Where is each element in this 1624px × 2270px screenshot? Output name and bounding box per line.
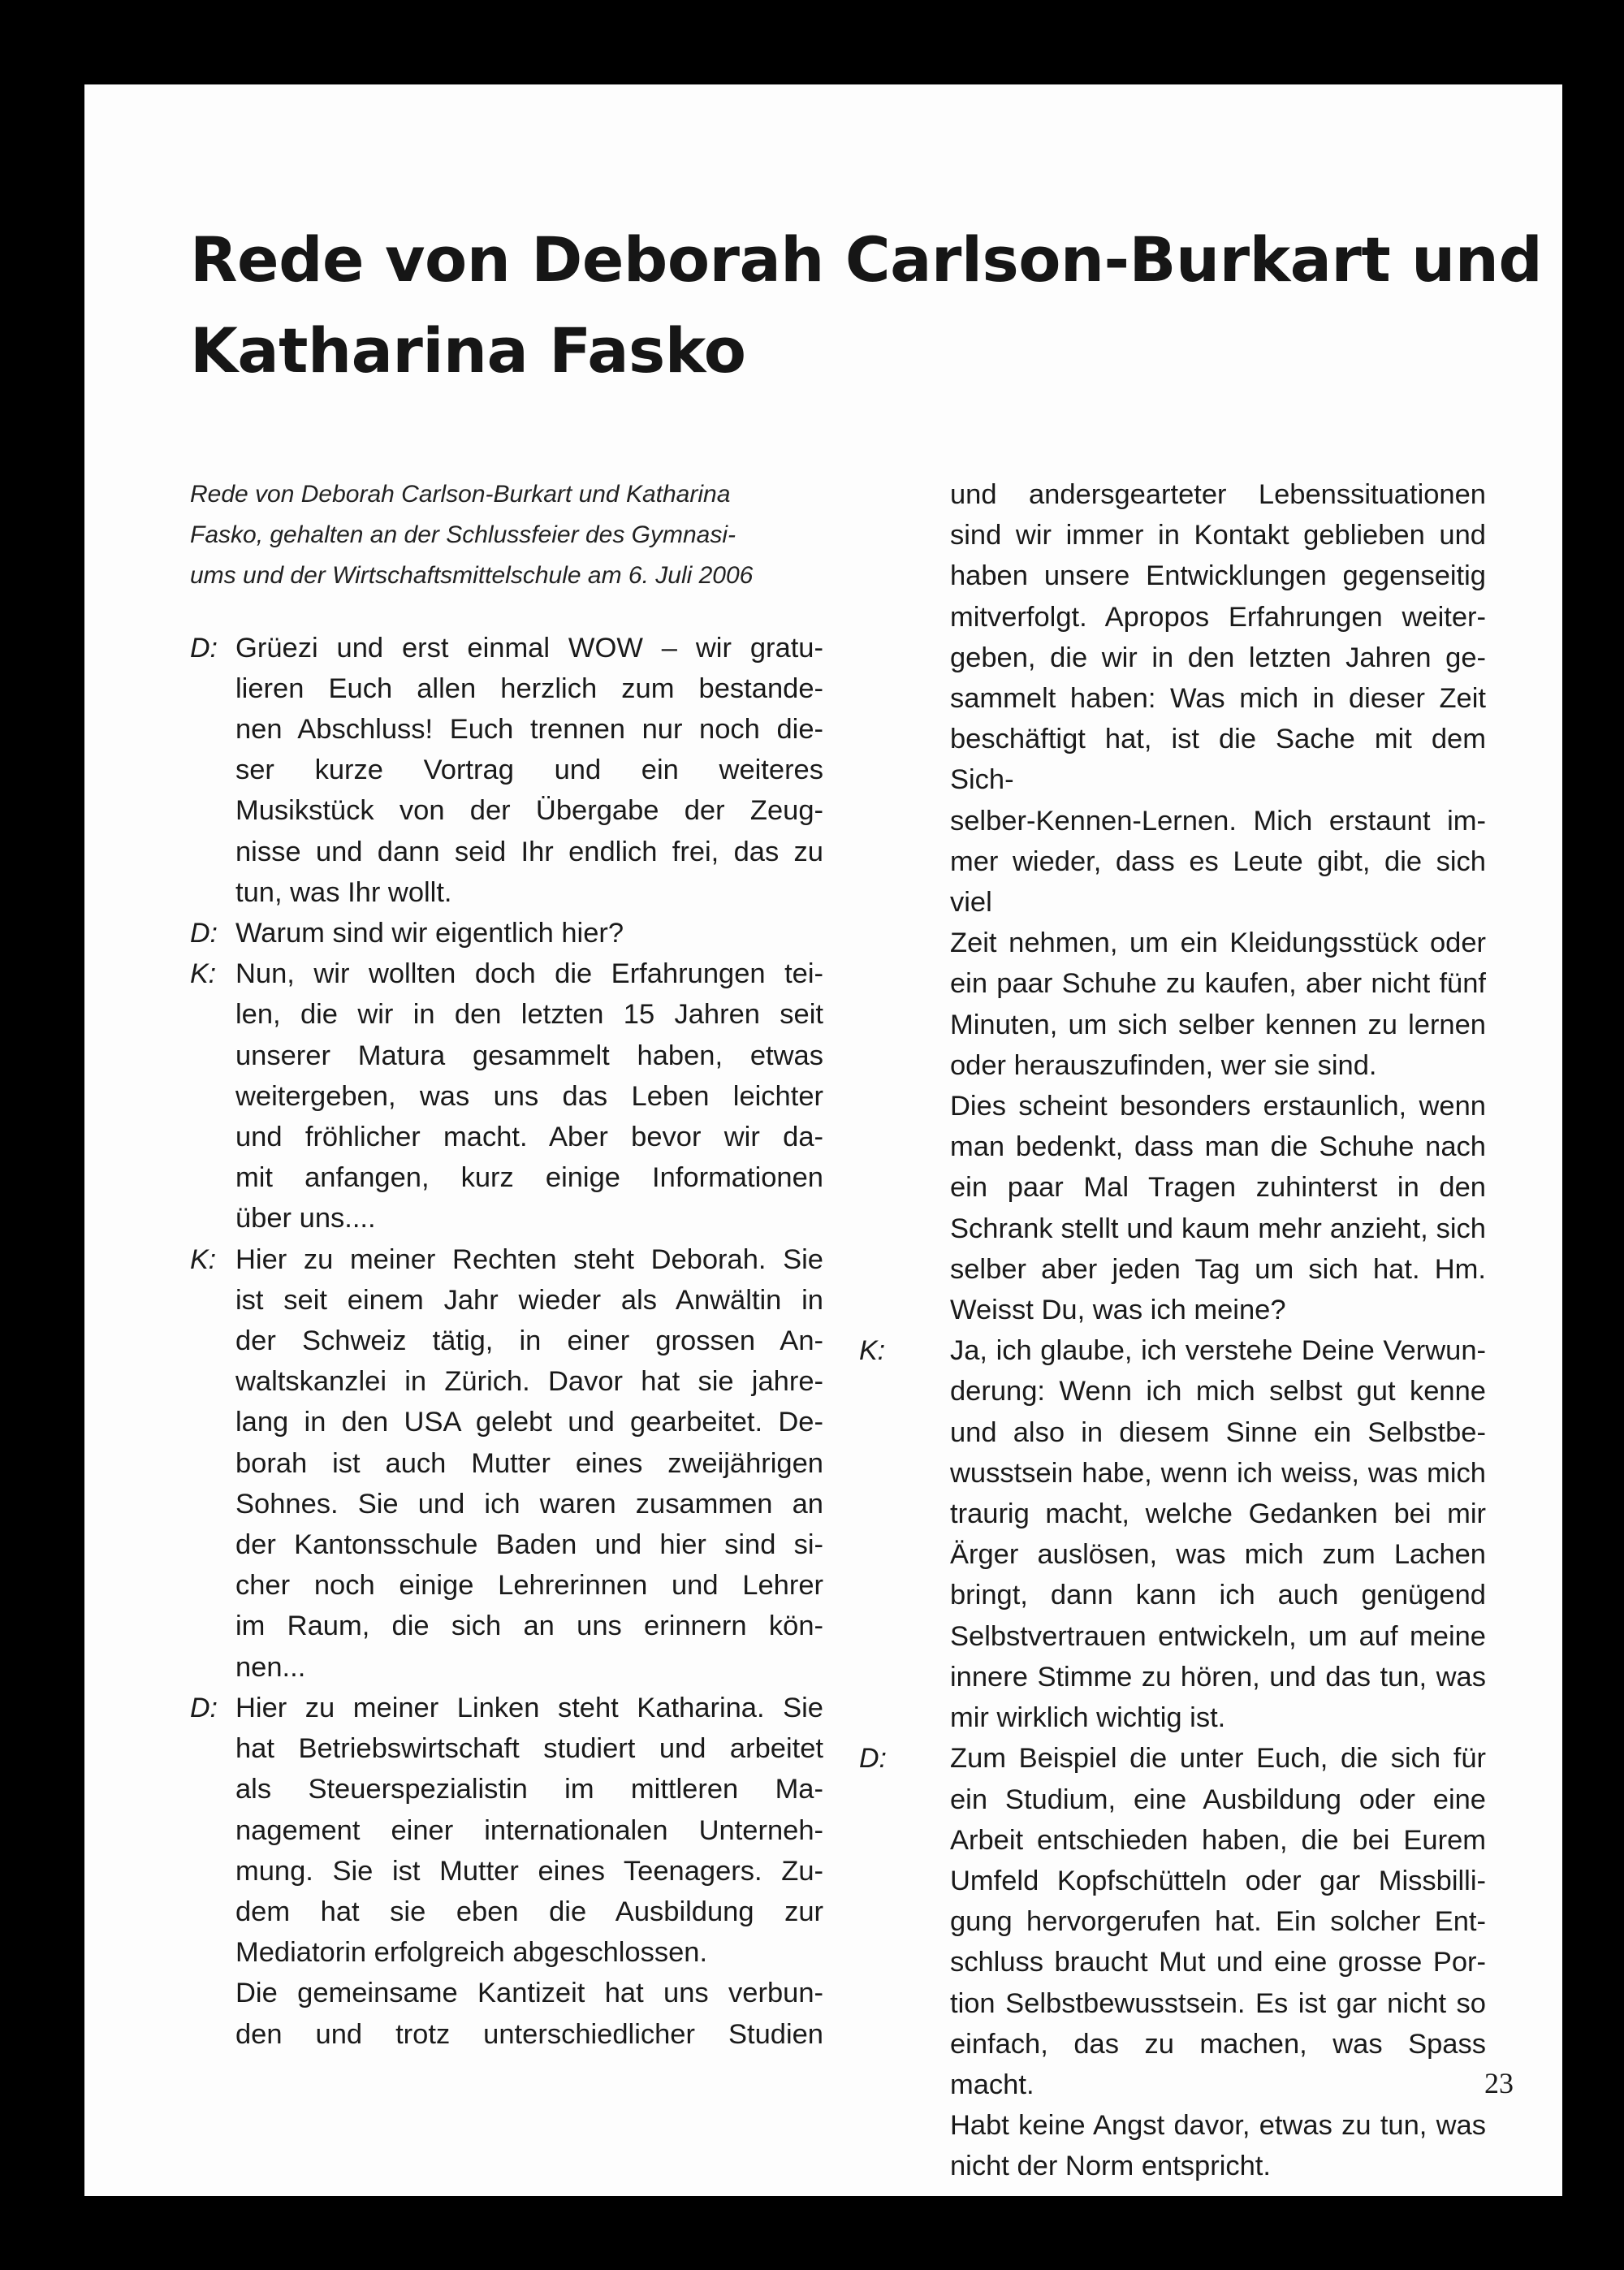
text-line: der Kantonsschule Baden und hier sind si- <box>235 1529 823 1561</box>
text-line: Die gemeinsame Kantizeit hat uns verbun- <box>235 1978 823 2009</box>
text-line: dem hat sie eben die Ausbildung zur <box>235 1896 823 1927</box>
text-line: Ja, ich glaube, ich verstehe Deine Verwun- <box>950 1335 1486 1367</box>
text-line: Weisst Du, was ich meine? <box>950 1295 1286 1326</box>
speaker-label: K: <box>859 1335 886 1367</box>
text-line: Musikstück von der Übergabe der Zeug- <box>235 795 823 827</box>
left-column <box>190 474 823 2055</box>
text-line: Hier zu meiner Linken steht Katharina. Sie <box>235 1692 823 1723</box>
page-number: 23 <box>1484 2067 1514 2099</box>
text-line: bringt, dann kann ich auch genügend <box>950 1580 1486 1611</box>
text-line: geben, die wir in den letzten Jahren ge- <box>950 642 1486 673</box>
text-line: oder herauszufinden, wer sie sind. <box>950 1049 1377 1081</box>
intro-line: Rede von Deborah Carlson-Burkart und Katharina <box>190 481 731 508</box>
page-title <box>190 214 1543 396</box>
text-line: Arbeit entschieden haben, die bei Eurem <box>950 1824 1486 1856</box>
text-line: lieren Euch allen herzlich zum bestande- <box>235 672 823 704</box>
text-line: Mediatorin erfolgreich abgeschlossen. <box>235 1937 708 1969</box>
text-line: Schrank stellt und kaum mehr anzieht, sich <box>950 1213 1486 1244</box>
speech-continuation <box>905 474 1486 1330</box>
text-line: haben unsere Entwicklungen gegenseitig <box>950 560 1486 592</box>
text-line: waltskanzlei in Zürich. Davor hat sie jahre- <box>235 1366 823 1398</box>
text-line: den und trotz unterschiedlicher Studien <box>235 2018 823 2050</box>
speaker-label: D: <box>190 632 218 664</box>
text-line: nagement einer internationalen Unterneh- <box>235 1814 823 1846</box>
text-line: Selbstvertrauen entwickeln, um auf meine <box>950 1620 1486 1652</box>
text-line: wusstsein habe, wenn ich weiss, was mich <box>950 1457 1486 1489</box>
text-line: mit anfangen, kurz einige Informationen <box>235 1162 823 1194</box>
text-line: ein paar Schuhe zu kaufen, aber nicht fünf <box>950 968 1486 1000</box>
text-line: Dies scheint besonders erstaunlich, wenn <box>950 1091 1486 1122</box>
title-line: Rede von Deborah Carlson-Burkart und <box>190 223 1543 296</box>
speaker-label: D: <box>859 1743 887 1775</box>
speech-segment <box>190 628 823 913</box>
text-line: ein Studium, eine Ausbildung oder eine <box>950 1784 1486 1815</box>
text-line: als Steuerspezialistin im mittleren Ma- <box>235 1774 823 1805</box>
speaker-label: K: <box>190 1243 217 1275</box>
text-line: ser kurze Vortrag und ein weiteres <box>235 755 823 786</box>
text-line <box>950 719 1486 800</box>
text-line: nicht der Norm entspricht. <box>950 2151 1271 2182</box>
text-line: sind wir immer in Kontakt geblieben und <box>950 520 1486 551</box>
text-line: weitergeben, was uns das Leben leichter <box>235 1080 823 1112</box>
text-line: len, die wir in den letzten 15 Jahren seit <box>235 999 823 1031</box>
intro-line: ums und der Wirtschaftsmittelschule am 6. Juli 2006 <box>190 562 754 590</box>
text-line: Zeit nehmen, um ein Kleidungsstück oder <box>950 927 1486 959</box>
text-line: ein paar Mal Tragen zuhinterst in den <box>950 1172 1486 1204</box>
text-line: traurig macht, welche Gedanken bei mir <box>950 1498 1486 1530</box>
speech-segment <box>859 1330 1486 1738</box>
text-line: tun, was Ihr wollt. <box>235 876 452 908</box>
text-line: man bedenkt, dass man die Schuhe nach <box>950 1131 1486 1163</box>
text-line: mer wieder, dass es Leute gibt, die sich viel <box>950 845 1486 919</box>
text-line: unserer Matura gesammelt haben, etwas <box>235 1040 823 1071</box>
text-line: einfach, das zu machen, was Spass macht. <box>950 2028 1486 2100</box>
intro-text <box>190 474 823 597</box>
text-line: Habt keine Angst davor, etwas zu tun, was <box>950 2110 1486 2142</box>
text-line: Sohnes. Sie und ich waren zusammen an <box>235 1488 823 1520</box>
text-fragment: beschäftigt hat, ist die Sache mit dem Sich- <box>950 724 1486 796</box>
text-line: selber-Kennen-Lernen. Mich erstaunt im- <box>950 805 1486 837</box>
text-line: selber aber jeden Tag um sich hat. Hm. <box>950 1253 1486 1285</box>
intro-line: Fasko, gehalten an der Schlussfeier des Gymnasi- <box>190 521 736 549</box>
text-line: nisse und dann seid Ihr endlich frei, das zu <box>235 836 823 867</box>
text-line: nen Abschluss! Euch trennen nur noch die- <box>235 714 823 746</box>
text-line: Umfeld Kopfschütteln oder gar Missbilli- <box>950 1865 1486 1896</box>
text-line: mir wirklich wichtig ist. <box>950 1702 1226 1734</box>
speech-segment <box>190 953 823 1239</box>
text-line: der Schweiz tätig, in einer grossen An- <box>235 1325 823 1357</box>
text-line: innere Stimme zu hören, und das tun, was <box>950 1661 1486 1693</box>
text-line: tion Selbstbewusstsein. Es ist gar nicht so <box>950 1987 1486 2019</box>
text-line: ist seit einem Jahr wieder als Anwältin in <box>235 1284 823 1316</box>
text-line: derung: Wenn ich mich selbst gut kenne <box>950 1376 1486 1407</box>
speaker-label: K: <box>190 958 217 990</box>
speech-segment <box>190 1688 823 2055</box>
text-line: im Raum, die sich an uns erinnern kön- <box>235 1611 823 1642</box>
text-line: cher noch einige Lehrerinnen und Lehrer <box>235 1570 823 1602</box>
text-line: lang in den USA gelebt und gearbeitet. De- <box>235 1407 823 1438</box>
text-line: mitverfolgt. Apropos Erfahrungen weiter- <box>950 601 1486 633</box>
title-line: Katharina Fasko <box>190 314 746 387</box>
speaker-label: D: <box>190 1692 218 1723</box>
speech-segment <box>859 1738 1486 2186</box>
text-line: Hier zu meiner Rechten steht Deborah. Sie <box>235 1243 823 1275</box>
text-line: gung hervorgerufen hat. Ein solcher Ent- <box>950 1906 1486 1938</box>
text-line: Zum Beispiel die unter Euch, die sich für <box>950 1743 1486 1775</box>
text-line: über uns.... <box>235 1203 376 1234</box>
text-line: mung. Sie ist Mutter eines Teenagers. Zu- <box>235 1855 823 1887</box>
text-line: Warum sind wir eigentlich hier? <box>235 918 624 949</box>
text-line: und andersgearteter Lebenssituationen <box>950 479 1486 510</box>
right-column <box>859 474 1486 2187</box>
text-line: schluss braucht Mut und eine grosse Por- <box>950 1947 1486 1978</box>
text-line: nen... <box>235 1651 306 1683</box>
text-line: und also in diesem Sinne ein Selbstbe- <box>950 1416 1486 1448</box>
text-line: Nun, wir wollten doch die Erfahrungen tei- <box>235 958 823 990</box>
speech-segment <box>190 1239 823 1688</box>
speaker-label: D: <box>190 918 218 949</box>
speech-segment <box>190 913 823 953</box>
document-page <box>84 84 1562 2196</box>
text-line: und fröhlicher macht. Aber bevor wir da- <box>235 1122 823 1153</box>
text-line: hat Betriebswirtschaft studiert und arbeitet <box>235 1733 823 1765</box>
text-line: Ärger auslösen, was mich zum Lachen <box>950 1539 1486 1571</box>
text-line: borah ist auch Mutter eines zweijährigen <box>235 1447 823 1479</box>
text-line: Minuten, um sich selber kennen zu lernen <box>950 1009 1486 1040</box>
text-line: Grüezi und erst einmal WOW – wir gratu- <box>235 632 823 664</box>
text-line: sammelt haben: Was mich in dieser Zeit <box>950 683 1486 715</box>
